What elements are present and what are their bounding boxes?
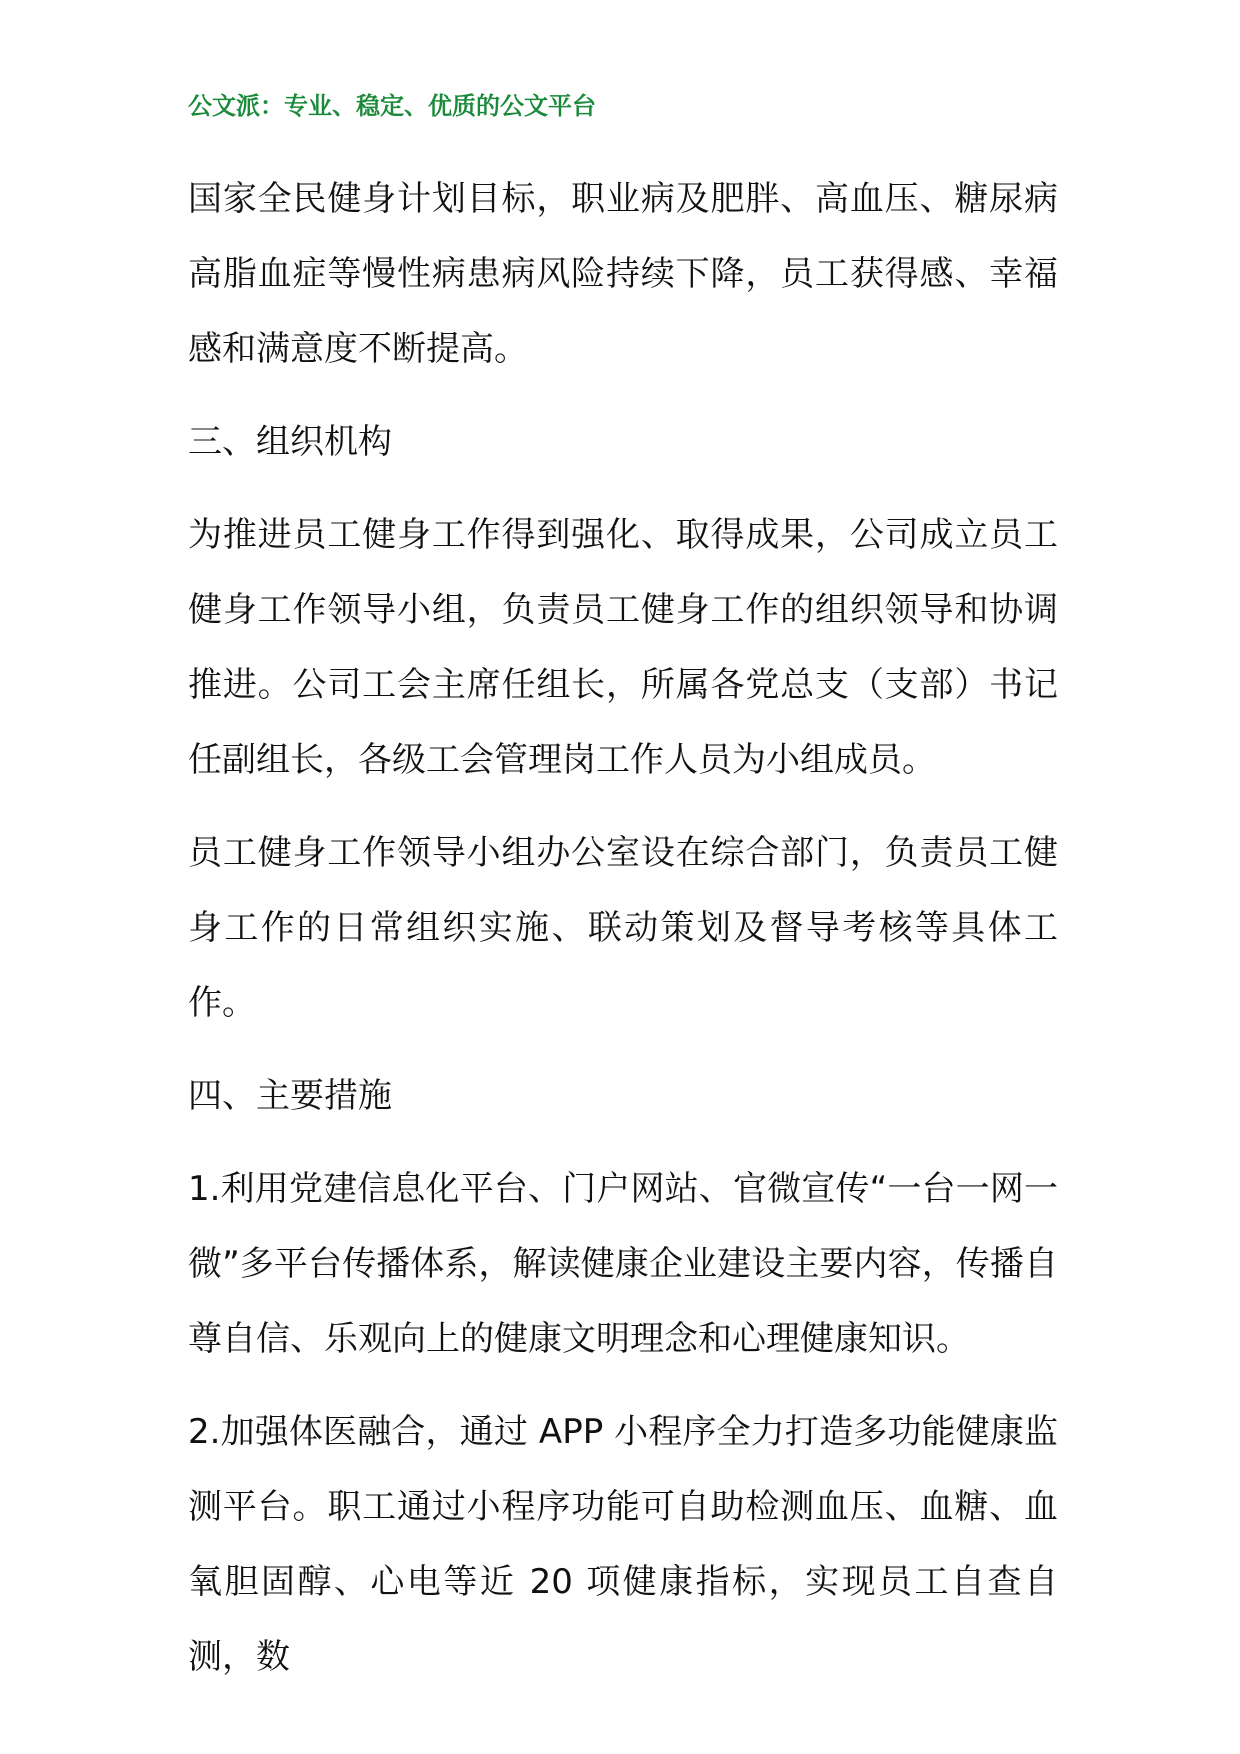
paragraph-measure-2: 2.加强体医融合，通过 APP 小程序全力打造多功能健康监测平台。职工通过小程序功能可自助检测血压、血糖、血氧胆固醇、心电等近 20 项健康指标，实现员工自查自测，数: [188, 1412, 1058, 1677]
document-body: [188, 162, 1058, 1713]
paragraph-measure-1: 1.利用党建信息化平台、门户网站、官微宣传“一台一网一微”多平台传播体系，解读健康企业建设主要内容，传播自尊自信、乐观向上的健康文明理念和心理健康知识。: [188, 1169, 1058, 1359]
site-header-title: 公文派：专业、稳定、优质的公文平台: [188, 92, 596, 120]
section-heading-measures: 四、主要措施: [188, 1076, 392, 1116]
section-heading-organization: 三、组织机构: [188, 422, 392, 462]
paragraph-fitness-goals: 国家全民健身计划目标，职业病及肥胖、高血压、糖尿病高脂血症等慢性病患病风险持续下降，员工获得感、幸福感和满意度不断提高。: [188, 179, 1058, 369]
paragraph-office: 员工健身工作领导小组办公室设在综合部门，负责员工健身工作的日常组织实施、联动策划及督导考核等具体工作。: [188, 833, 1058, 1023]
paragraph-leadership-group: 为推进员工健身工作得到强化、取得成果，公司成立员工健身工作领导小组，负责员工健身工作的组织领导和协调推进。公司工会主席任组长，所属各党总支（支部）书记任副组长，各级工会管理岗工作人员为小组成员。: [188, 515, 1058, 780]
